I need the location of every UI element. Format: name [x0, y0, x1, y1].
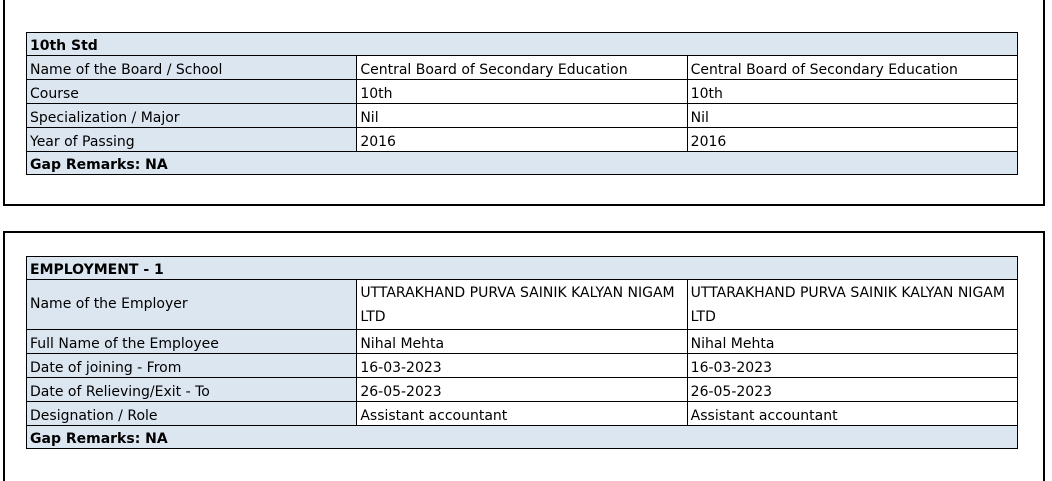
value-cell-1: Nil	[357, 104, 687, 128]
row-label: Full Name of the Employee	[27, 330, 357, 354]
value-cell-1: Assistant accountant	[357, 402, 687, 426]
row-label: Date of joining - From	[27, 354, 357, 378]
value-cell-2: 2016	[687, 128, 1017, 152]
education-table	[26, 32, 1018, 175]
table-header-row	[27, 33, 1018, 56]
value-cell-2: Nihal Mehta	[687, 330, 1017, 354]
value-cell-1: 2016	[357, 128, 687, 152]
table-row	[27, 378, 1018, 402]
value-cell-2: Assistant accountant	[687, 402, 1017, 426]
row-label: Designation / Role	[27, 402, 357, 426]
value-cell-1: Nihal Mehta	[357, 330, 687, 354]
gap-remarks: Gap Remarks: NA	[27, 152, 1018, 175]
table-row	[27, 402, 1018, 426]
section-header: 10th Std	[27, 33, 1018, 56]
table-header-row	[27, 257, 1018, 280]
table-row	[27, 128, 1018, 152]
row-label: Course	[27, 80, 357, 104]
table-row	[27, 330, 1018, 354]
gap-remarks: Gap Remarks: NA	[27, 426, 1018, 449]
row-label: Specialization / Major	[27, 104, 357, 128]
value-cell-2: UTTARAKHAND PURVA SAINIK KALYAN NIGAM LTD	[687, 280, 1017, 330]
value-cell-1: 16-03-2023	[357, 354, 687, 378]
value-cell-1: UTTARAKHAND PURVA SAINIK KALYAN NIGAM LTD	[357, 280, 687, 330]
row-label: Year of Passing	[27, 128, 357, 152]
row-label: Date of Relieving/Exit - To	[27, 378, 357, 402]
value-cell-2: 26-05-2023	[687, 378, 1017, 402]
row-label: Name of the Employer	[27, 280, 357, 330]
value-cell-2: 16-03-2023	[687, 354, 1017, 378]
gap-remarks-row	[27, 426, 1018, 449]
section-header: EMPLOYMENT - 1	[27, 257, 1018, 280]
value-cell-2: Central Board of Secondary Education	[687, 56, 1017, 80]
value-cell-1: Central Board of Secondary Education	[357, 56, 687, 80]
table-row	[27, 56, 1018, 80]
table-row	[27, 80, 1018, 104]
value-cell-2: Nil	[687, 104, 1017, 128]
table-row	[27, 104, 1018, 128]
value-cell-2: 10th	[687, 80, 1017, 104]
value-cell-1: 10th	[357, 80, 687, 104]
employment-table	[26, 256, 1018, 449]
table-row	[27, 354, 1018, 378]
table-row	[27, 280, 1018, 330]
value-cell-1: 26-05-2023	[357, 378, 687, 402]
gap-remarks-row	[27, 152, 1018, 175]
row-label: Name of the Board / School	[27, 56, 357, 80]
